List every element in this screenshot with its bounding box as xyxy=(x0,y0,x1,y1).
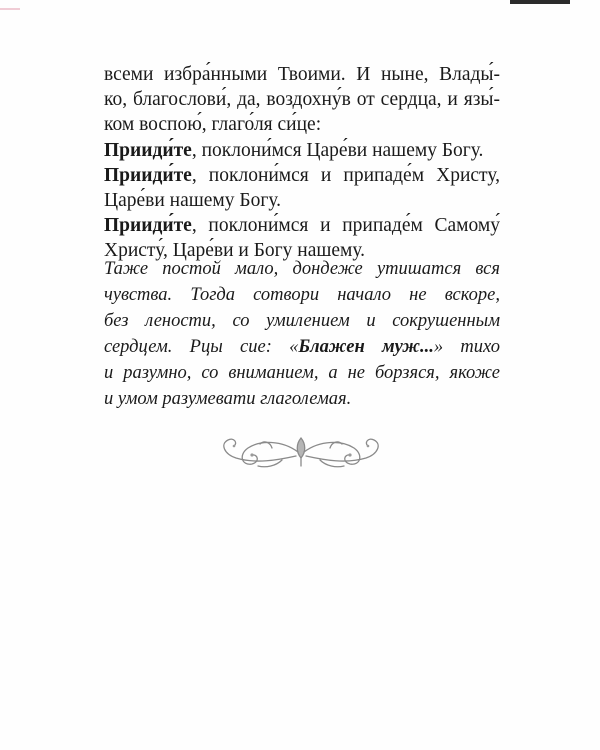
prayer-lead-word: Прииди́те xyxy=(104,164,192,186)
prayer-line-1 xyxy=(104,138,500,163)
prayer-text-block xyxy=(104,62,500,264)
text-line: ко, благослови́, да, воздохну́в от сердца, и язы́- xyxy=(104,89,500,111)
page-edge-mark-right xyxy=(510,0,570,4)
flourish-divider-icon xyxy=(212,430,390,474)
prayer-line-2 xyxy=(104,163,500,188)
text-line: всеми избра́нными Твоими. И ныне, Влады́- xyxy=(104,64,500,85)
prayer-line-3 xyxy=(104,213,500,238)
instruction-line-with-title xyxy=(104,334,500,360)
prayer-line-3-cont: Христу́, Царе́ви и Богу нашему. xyxy=(104,240,366,262)
instruction-pre: сердцем. Рцы сие: « xyxy=(104,337,299,357)
prayer-lead-word: Прииди́те xyxy=(104,215,192,237)
instruction-block xyxy=(104,256,500,412)
prayer-rest: , поклони́мся и припаде́м Христу, xyxy=(191,164,500,186)
text-line: ком воспою́, глаго́ля си́це: xyxy=(104,114,322,136)
prayer-line-2-cont: Царе́ви нашему Богу. xyxy=(104,190,282,212)
instruction-line: без лености, со умилением и сокрушенным xyxy=(104,311,500,331)
prayer-lead-word: Прииди́те xyxy=(104,139,192,161)
instruction-line: и умом разумевати глаголемая. xyxy=(104,389,352,409)
page-edge-mark xyxy=(0,8,20,10)
psalm-title: Блажен муж... xyxy=(298,337,434,357)
prayer-rest: , поклони́мся Царе́ви нашему Богу. xyxy=(191,139,484,161)
instruction-line: и разумно, со вниманием, а не борзяся, якоже xyxy=(104,363,500,383)
prayer-rest: , поклони́мся и припаде́м Самому́ xyxy=(191,215,500,237)
instruction-line: чувства. Тогда сотвори начало не вскоре, xyxy=(104,285,500,305)
instruction-post: » тихо xyxy=(433,337,500,357)
instruction-line: Таже постой мало, дондеже утишатся вся xyxy=(104,259,500,279)
